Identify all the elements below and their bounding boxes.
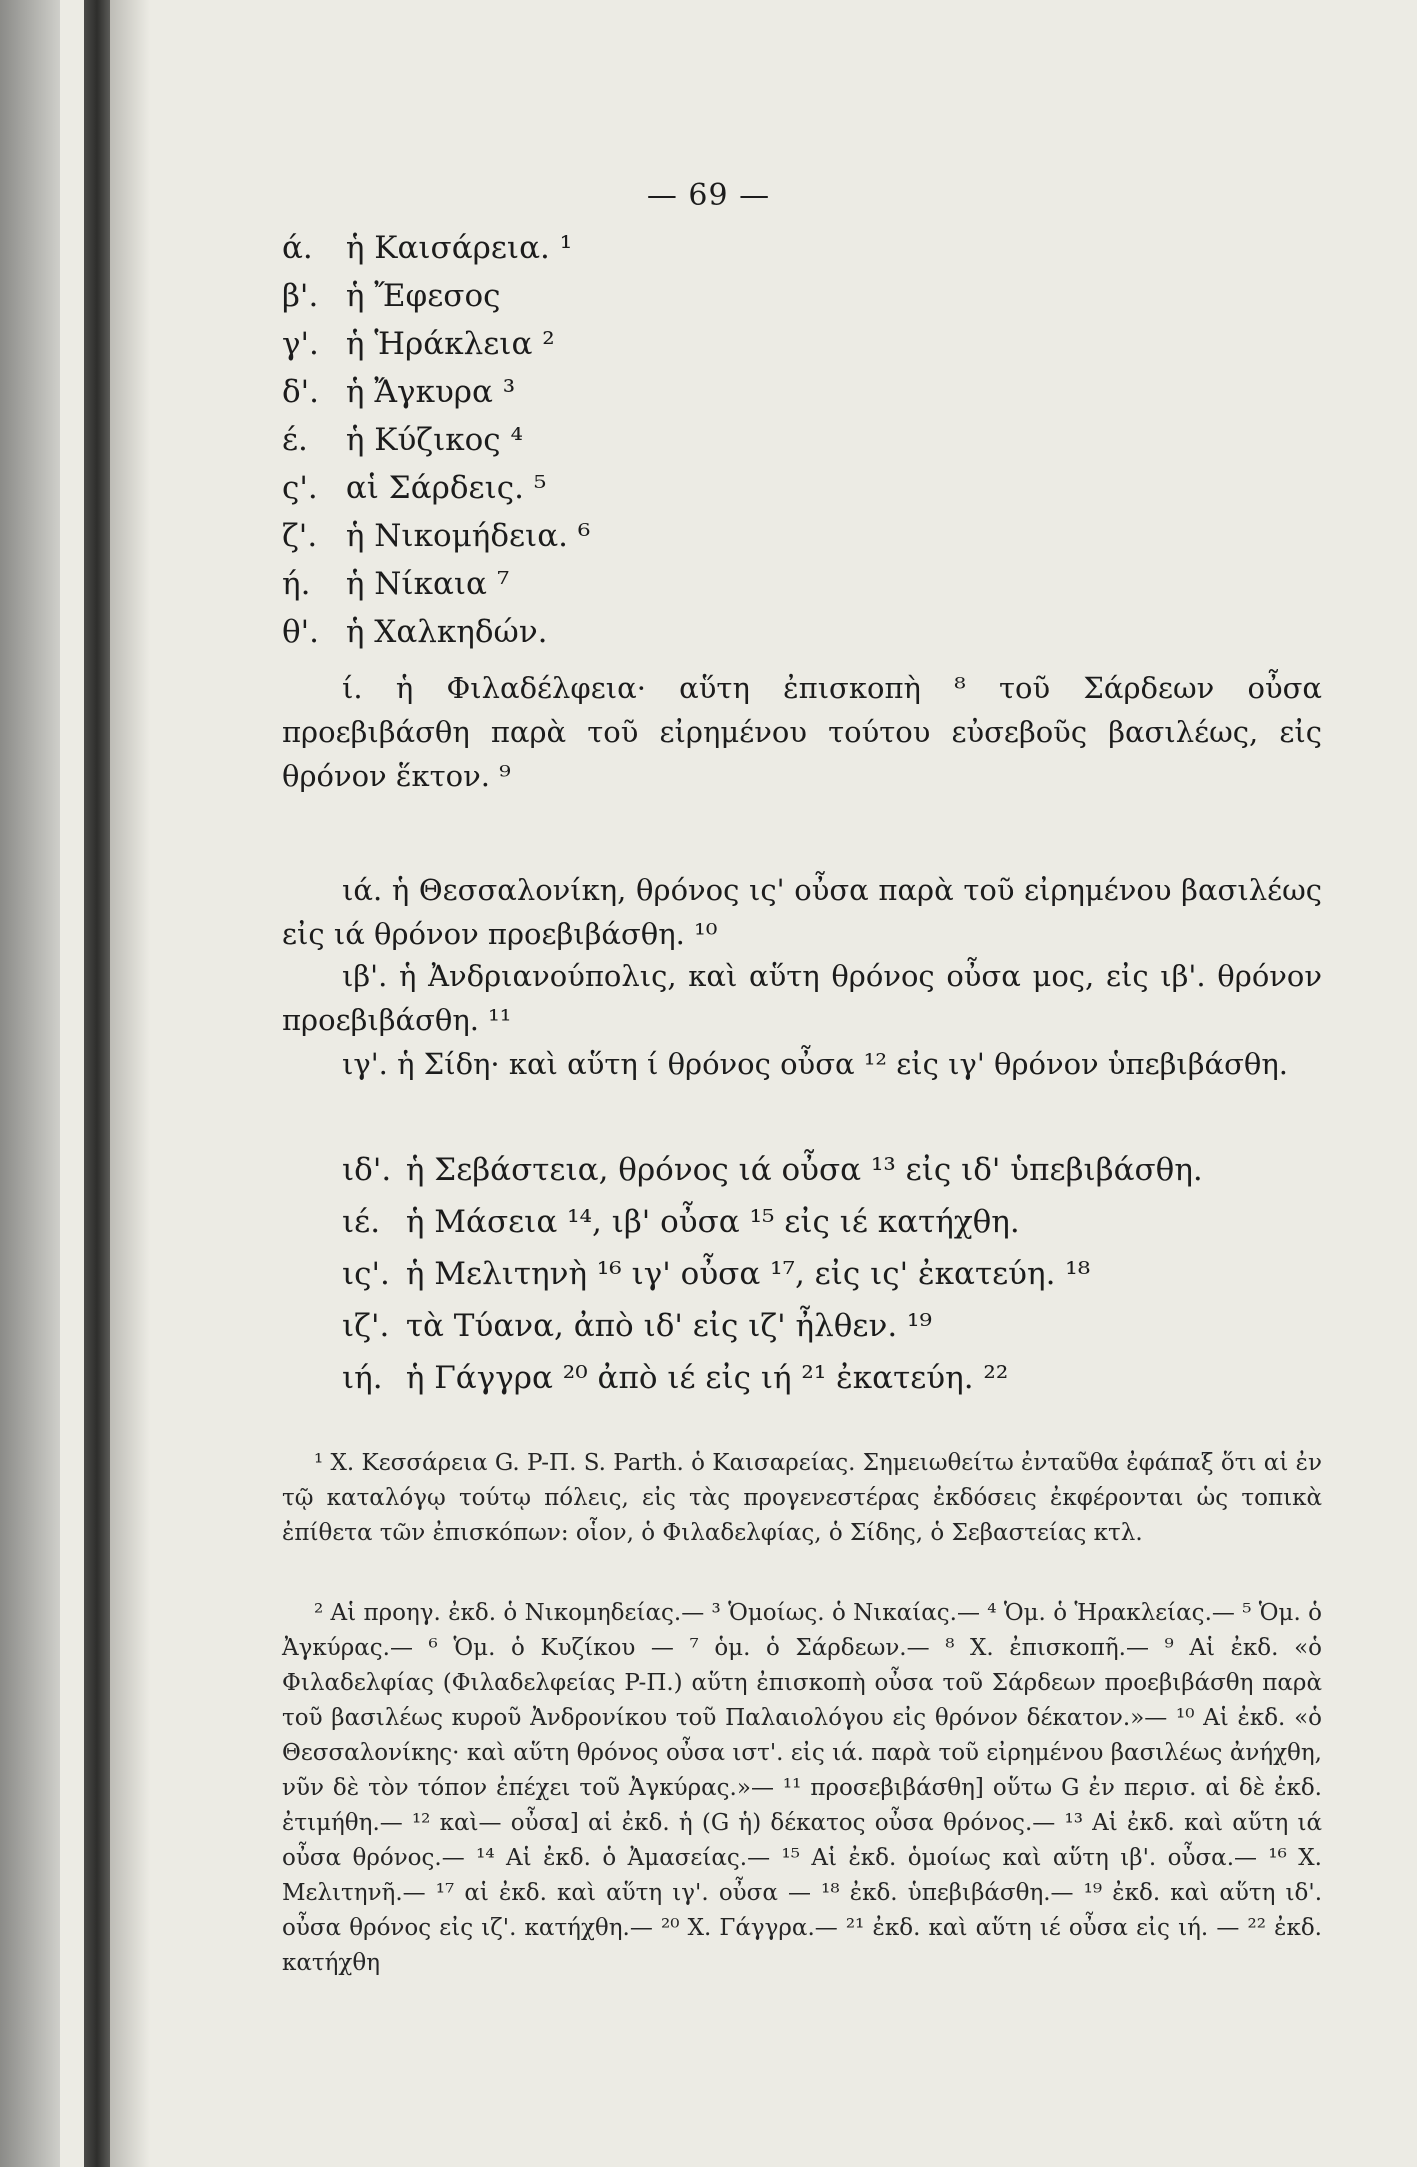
list-item-text: ἡ Ἔφεσος — [345, 278, 501, 314]
footnote — [282, 1446, 1322, 1551]
paragraph — [282, 868, 1322, 956]
list-item-text: ἡ Μάσεια ¹⁴, ιβ' οὖσα ¹⁵ εἰς ιέ κατήχθη. — [405, 1204, 1020, 1240]
paragraph — [282, 1042, 1322, 1086]
paragraph-text: ί. ἡ Φιλαδέλφεια· αὕτη ἐπισκοπὴ ⁸ τοῦ Σάρδεων οὖσα προεβιβάσθη παρὰ τοῦ εἰρημένου τούτου εὐσεβοῦς βασιλέως, εἰς θρόνον ἕκτον. ⁹ — [282, 671, 1322, 793]
list-item — [282, 610, 548, 654]
list-item-text: ἡ Νίκαια ⁷ — [345, 566, 510, 602]
list-item — [282, 466, 546, 510]
footnote-text: ¹ Χ. Κεσσάρεια G. P-Π. S. Parth. ὁ Καισαρείας. Σημειωθείτω ἐνταῦθα ἐφάπαξ ὅτι αἱ ἐν τῷ καταλόγῳ τούτῳ πόλεις, εἰς τὰς προγενεστέρας ἐκδόσεις ἐκφέρονται ὡς τοπικὰ ἐπίθετα τῶν ἐπισκόπων: οἷον, ὁ Φιλαδελφίας, ὁ Σίδης, ὁ Σεβαστείας κτλ. — [282, 1450, 1322, 1546]
list-item — [282, 370, 515, 414]
footnote-text: ² Αἱ προηγ. ἐκδ. ὁ Νικομηδείας.— ³ Ὁμοίως. ὁ Νικαίας.— ⁴ Ὁμ. ὁ Ἡρακλείας.— ⁵ Ὁμ. ὁ Ἀγκύρας.— ⁶ Ὁμ. ὁ Κυζίκου — ⁷ ὁμ. ὁ Σάρδεων.— ⁸ Χ. ἐπισκοπῆ.— ⁹ Αἱ ἐκδ. «ὁ Φιλαδελφίας (Φιλαδελφείας P-Π.) αὕτη ἐπισκοπὴ οὖσα τοῦ Σάρδεων προεβιβάσθη παρὰ τοῦ βασιλέως κυροῦ Ἀνδρονίκου τοῦ Παλαιολόγου εἰς θρόνον δέκατον.»— ¹⁰ Αἱ ἐκδ. «ὁ Θεσσαλονίκης· καὶ αὕτη θρόνος οὖσα ιστ'. εἰς ιά. παρὰ τοῦ εἰρημένου βασιλέως ἀνήχθη, νῦν δὲ τὸν τόπον ἐπέχει τοῦ Ἀγκύρας.»— ¹¹ προσεβιβάσθη] οὕτω G ἐν περισ. αἱ δὲ ἐκδ. ἐτιμήθη.— ¹² καὶ— οὖσα] αἱ ἐκδ. ἡ (G ἡ) δέκατος οὖσα θρόνος.— ¹³ Αἱ ἐκδ. καὶ αὕτη ιά οὖσα θρόνος.— ¹⁴ Αἱ ἐκδ. ὁ Ἀμασείας.— ¹⁵ Αἱ ἐκδ. ὁμοίως καὶ αὕτη ιβ'. οὖσα.— ¹⁶ Χ. Μελιτηνῆ.— ¹⁷ αἱ ἐκδ. καὶ αὕτη ιγ'. οὖσα — ¹⁸ ἐκδ. ὑπεβιβάσθη.— ¹⁹ ἐκδ. καὶ αὕτη ιδ'. οὖσα θρόνος εἰς ιζ'. κατήχθη.— ²⁰ Χ. Γάγγρα.— ²¹ ἐκδ. καὶ αὕτη ιέ οὖσα εἰς ιή. — ²² ἐκδ. κατήχθη — [282, 1600, 1322, 1976]
list-item-number: ιδ'. — [342, 1152, 392, 1188]
list-item — [282, 274, 501, 318]
list-item-number: γ'. — [282, 326, 319, 362]
paragraph — [282, 666, 1322, 798]
gutter-shading — [110, 0, 150, 2167]
list-item — [282, 226, 572, 270]
list-item-number: ις'. — [342, 1256, 390, 1292]
page-number: — 69 — — [646, 178, 771, 213]
list-item-text: αἱ Σάρδεις. ⁵ — [345, 470, 547, 506]
list-item — [342, 1200, 1020, 1244]
page-edge-shadow — [0, 0, 60, 2167]
footnote — [282, 1596, 1322, 1981]
list-item-text: ἡ Κύζικος ⁴ — [345, 422, 523, 458]
list-item-number: ά. — [282, 230, 313, 266]
list-item-text: ἡ Καισάρεια. ¹ — [345, 230, 573, 266]
list-item-number: ιζ'. — [342, 1308, 390, 1344]
list-item — [342, 1356, 1008, 1400]
paragraph-text: ιγ'. ἡ Σίδη· καὶ αὕτη ί θρόνος οὖσα ¹² εἰς ιγ' θρόνον ὑπεβιβάσθη. — [342, 1047, 1288, 1081]
list-item-number: ή. — [282, 566, 311, 602]
list-item-number: ζ'. — [282, 518, 318, 554]
paragraph-text: ιβ'. ἡ Ἀνδριανούπολις, καὶ αὕτη θρόνος οὖσα μος, εἰς ιβ'. θρόνον προεβιβάσθη. ¹¹ — [282, 959, 1322, 1037]
book-spine — [84, 0, 110, 2167]
list-item — [282, 322, 555, 366]
list-item-text: ἡ Νικομήδεια. ⁶ — [345, 518, 591, 554]
list-item-number: ιέ. — [342, 1204, 381, 1240]
list-item-text: ἡ Χαλκηδών. — [345, 614, 548, 650]
list-item-number: θ'. — [282, 614, 320, 650]
list-item-text: τὰ Τύανα, ἀπὸ ιδ' εἰς ιζ' ἦλθεν. ¹⁹ — [405, 1308, 932, 1344]
list-item-text: ἡ Μελιτηνὴ ¹⁶ ιγ' οὖσα ¹⁷, εἰς ις' ἐκατεύη. ¹⁸ — [405, 1256, 1091, 1292]
list-item-number: έ. — [282, 422, 308, 458]
list-item — [342, 1148, 1203, 1192]
list-item — [282, 562, 509, 606]
list-item-text: ἡ Σεβάστεια, θρόνος ιά οὖσα ¹³ εἰς ιδ' ὑπεβιβάσθη. — [405, 1152, 1203, 1188]
list-item — [342, 1252, 1090, 1296]
list-item — [282, 514, 590, 558]
list-item — [342, 1304, 932, 1348]
list-item-number: ς'. — [282, 470, 318, 506]
list-item-text: ἡ Ἄγκυρα ³ — [345, 374, 516, 410]
list-item-number: β'. — [282, 278, 319, 314]
list-item-number: δ'. — [282, 374, 320, 410]
list-item-number: ιή. — [342, 1360, 383, 1396]
paragraph — [282, 954, 1322, 1042]
list-item-text: ἡ Ἡράκλεια ² — [345, 326, 555, 362]
paragraph-text: ιά. ἡ Θεσσαλονίκη, θρόνος ις' οὖσα παρὰ τοῦ εἰρημένου βασιλέως εἰς ιά θρόνον προεβιβάσθη. ¹⁰ — [282, 873, 1322, 951]
list-item-text: ἡ Γάγγρα ²⁰ ἀπὸ ιέ εἰς ιή ²¹ ἐκατεύη. ²² — [405, 1360, 1009, 1396]
list-item — [282, 418, 523, 462]
